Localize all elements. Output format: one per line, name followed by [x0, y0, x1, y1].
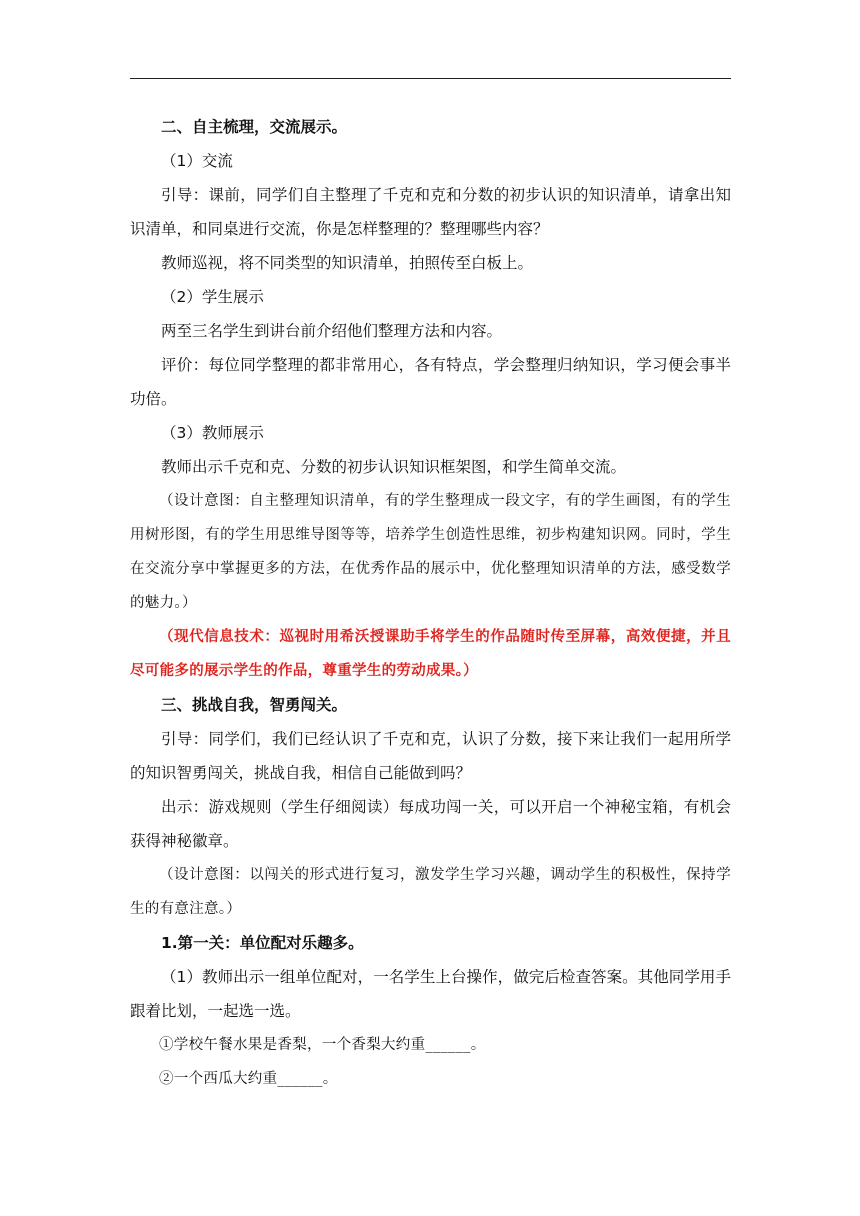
- section3-design-note: （设计意图：以闯关的形式进行复习，激发学生学习兴趣，调动学生的积极性，保持学生的有意注意。）: [130, 867, 731, 917]
- header-rule: [130, 78, 731, 79]
- level1-heading: 1.第一关：单位配对乐趣多。: [161, 934, 364, 952]
- question-2: ②一个西瓜大约重______。: [159, 1071, 338, 1087]
- section2-sub1: （1）交流: [161, 152, 233, 170]
- section2-design-note: （设计意图：自主整理知识清单，有的学生整理成一段文字，有的学生画图，有的学生用树形图，有的学生用思维导图等等，培养学生创造性思维，初步构建知识网。同时，学生在交流分享中掌握更多的方法，在优秀作品的展示中，优化整理知识清单的方法，感受数学的魅力。）: [130, 493, 731, 611]
- question-1: ①学校午餐水果是香梨，一个香梨大约重______。: [159, 1037, 486, 1053]
- section3-paragraph-1: 引导：同学们，我们已经认识了千克和克，认识了分数，接下来让我们一起用所学的知识智勇闯关，挑战自我，相信自己能做到吗？: [130, 730, 731, 782]
- document-body: [130, 110, 731, 1096]
- section2-sub2: （2）学生展示: [161, 288, 264, 306]
- section2-paragraph-5: 教师出示千克和克、分数的初步认识知识框架图，和学生简单交流。: [161, 458, 627, 476]
- section2-paragraph-3: 两至三名学生到讲台前介绍他们整理方法和内容。: [161, 322, 503, 340]
- section3-paragraph-2: 出示：游戏规则（学生仔细阅读）每成功闯一关，可以开启一个神秘宝箱，有机会获得神秘徽章。: [130, 798, 731, 850]
- section2-paragraph-1: 引导：课前，同学们自主整理了千克和克和分数的初步认识的知识清单，请拿出知识清单，和同桌进行交流，你是怎样整理的？整理哪些内容？: [130, 186, 731, 238]
- section2-heading: 二、自主梳理，交流展示。: [161, 118, 348, 136]
- section2-paragraph-2: 教师巡视，将不同类型的知识清单，拍照传至白板上。: [161, 254, 534, 272]
- tech-note: （现代信息技术：巡视时用希沃授课助手将学生的作品随时传至屏幕，高效便捷，并且尽可能多的展示学生的作品，尊重学生的劳动成果。）: [130, 628, 731, 679]
- section2-paragraph-4: 评价：每位同学整理的都非常用心，各有特点，学会整理归纳知识，学习便会事半功倍。: [130, 356, 731, 408]
- level1-paragraph: （1）教师出示一组单位配对，一名学生上台操作，做完后检查答案。其他同学用手跟着比划，一起选一选。: [130, 968, 731, 1020]
- section2-sub3: （3）教师展示: [161, 424, 264, 442]
- section3-heading: 三、挑战自我，智勇闯关。: [161, 696, 348, 714]
